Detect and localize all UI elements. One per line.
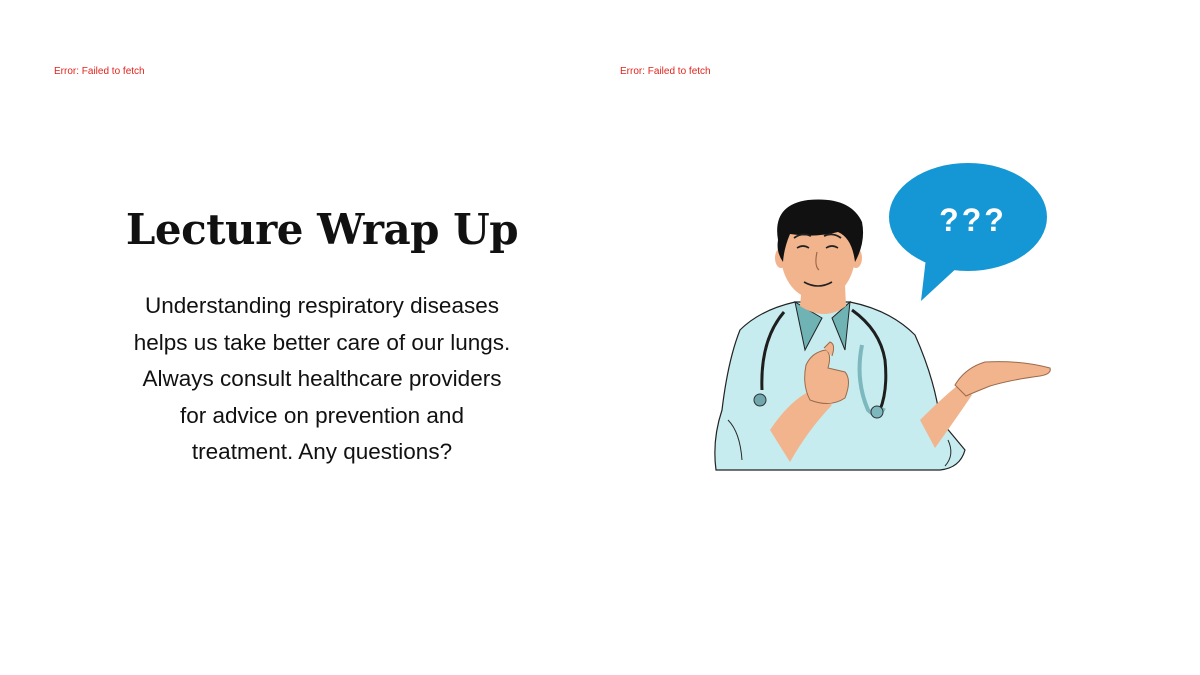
body-line: for advice on prevention and xyxy=(180,402,464,428)
body-line: Always consult healthcare providers xyxy=(142,366,502,391)
body-line: helps us take better care of our lungs. xyxy=(133,329,511,355)
error-message-right: Error: Failed to fetch xyxy=(620,66,711,77)
slide-title: Lecture Wrap Up xyxy=(125,205,519,254)
slide-body xyxy=(92,288,552,471)
body-line: treatment. Any questions? xyxy=(191,439,453,464)
speech-bubble-icon xyxy=(889,163,1047,301)
doctor-illustration xyxy=(700,150,1070,490)
body-line: Understanding respiratory diseases xyxy=(145,293,499,318)
bubble-text: ??? xyxy=(939,202,1007,238)
error-message-left: Error: Failed to fetch xyxy=(54,66,145,77)
